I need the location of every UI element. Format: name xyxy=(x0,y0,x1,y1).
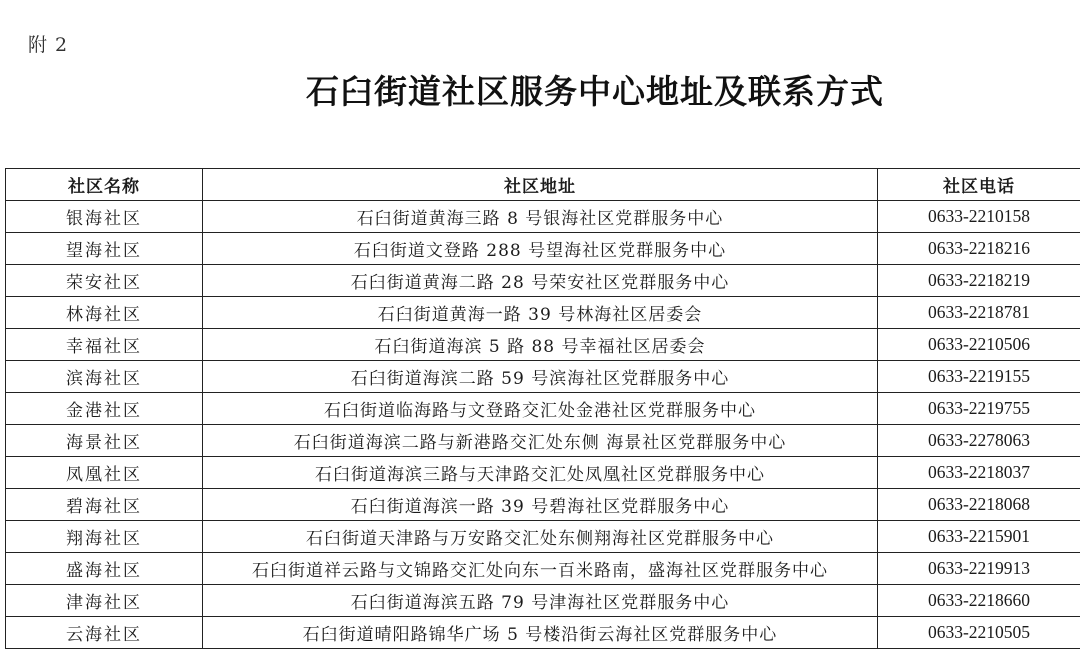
community-address-cell: 石臼街道海滨三路与天津路交汇处凤凰社区党群服务中心 xyxy=(203,457,878,489)
community-address-cell: 石臼街道黄海二路 28 号荣安社区党群服务中心 xyxy=(203,265,878,297)
table-row xyxy=(6,361,1080,393)
table-row xyxy=(6,553,1080,585)
community-table xyxy=(5,168,1080,649)
community-phone-cell: 0633-2219155 xyxy=(878,361,1080,393)
community-address-cell: 石臼街道天津路与万安路交汇处东侧翔海社区党群服务中心 xyxy=(203,521,878,553)
community-table-container xyxy=(5,168,1080,649)
community-name-cell: 凤凰社区 xyxy=(6,457,203,489)
table-body xyxy=(6,201,1080,649)
community-address-cell: 石臼街道海滨一路 39 号碧海社区党群服务中心 xyxy=(203,489,878,521)
table-row xyxy=(6,265,1080,297)
community-name-cell: 幸福社区 xyxy=(6,329,203,361)
community-name-cell: 海景社区 xyxy=(6,425,203,457)
community-name-cell: 金港社区 xyxy=(6,393,203,425)
table-row xyxy=(6,489,1080,521)
community-address-cell: 石臼街道海滨二路与新港路交汇处东侧 海景社区党群服务中心 xyxy=(203,425,878,457)
community-phone-cell: 0633-2215901 xyxy=(878,521,1080,553)
community-address-cell: 石臼街道海滨二路 59 号滨海社区党群服务中心 xyxy=(203,361,878,393)
document-title: 石臼街道社区服务中心地址及联系方式 xyxy=(306,72,884,111)
community-address-cell: 石臼街道海滨五路 79 号津海社区党群服务中心 xyxy=(203,585,878,617)
header-community-name: 社区名称 xyxy=(6,169,203,201)
community-name-cell: 翔海社区 xyxy=(6,521,203,553)
community-address-cell: 石臼街道海滨 5 路 88 号幸福社区居委会 xyxy=(203,329,878,361)
table-row xyxy=(6,425,1080,457)
community-address-cell: 石臼街道祥云路与文锦路交汇处向东一百米路南，盛海社区党群服务中心 xyxy=(203,553,878,585)
community-name-cell: 荣安社区 xyxy=(6,265,203,297)
community-phone-cell: 0633-2278063 xyxy=(878,425,1080,457)
community-address-cell: 石臼街道文登路 288 号望海社区党群服务中心 xyxy=(203,233,878,265)
community-name-cell: 望海社区 xyxy=(6,233,203,265)
community-phone-cell: 0633-2210506 xyxy=(878,329,1080,361)
community-phone-cell: 0633-2218068 xyxy=(878,489,1080,521)
community-phone-cell: 0633-2218216 xyxy=(878,233,1080,265)
community-address-cell: 石臼街道临海路与文登路交汇处金港社区党群服务中心 xyxy=(203,393,878,425)
community-address-cell: 石臼街道黄海三路 8 号银海社区党群服务中心 xyxy=(203,201,878,233)
community-phone-cell: 0633-2218781 xyxy=(878,297,1080,329)
community-name-cell: 盛海社区 xyxy=(6,553,203,585)
table-row xyxy=(6,585,1080,617)
table-row xyxy=(6,457,1080,489)
community-address-cell: 石臼街道黄海一路 39 号林海社区居委会 xyxy=(203,297,878,329)
header-community-phone: 社区电话 xyxy=(878,169,1080,201)
table-row xyxy=(6,201,1080,233)
table-row xyxy=(6,297,1080,329)
community-phone-cell: 0633-2219755 xyxy=(878,393,1080,425)
table-row xyxy=(6,617,1080,649)
community-phone-cell: 0633-2210505 xyxy=(878,617,1080,649)
header-community-address: 社区地址 xyxy=(203,169,878,201)
community-name-cell: 银海社区 xyxy=(6,201,203,233)
community-name-cell: 津海社区 xyxy=(6,585,203,617)
table-row xyxy=(6,329,1080,361)
community-name-cell: 滨海社区 xyxy=(6,361,203,393)
attachment-label: 附 2 xyxy=(28,34,69,56)
table-row xyxy=(6,521,1080,553)
community-phone-cell: 0633-2219913 xyxy=(878,553,1080,585)
community-name-cell: 林海社区 xyxy=(6,297,203,329)
community-phone-cell: 0633-2210158 xyxy=(878,201,1080,233)
community-address-cell: 石臼街道晴阳路锦华广场 5 号楼沿街云海社区党群服务中心 xyxy=(203,617,878,649)
community-phone-cell: 0633-2218037 xyxy=(878,457,1080,489)
table-row xyxy=(6,393,1080,425)
table-header-row xyxy=(6,169,1080,201)
community-phone-cell: 0633-2218219 xyxy=(878,265,1080,297)
community-phone-cell: 0633-2218660 xyxy=(878,585,1080,617)
community-name-cell: 碧海社区 xyxy=(6,489,203,521)
community-name-cell: 云海社区 xyxy=(6,617,203,649)
table-row xyxy=(6,233,1080,265)
